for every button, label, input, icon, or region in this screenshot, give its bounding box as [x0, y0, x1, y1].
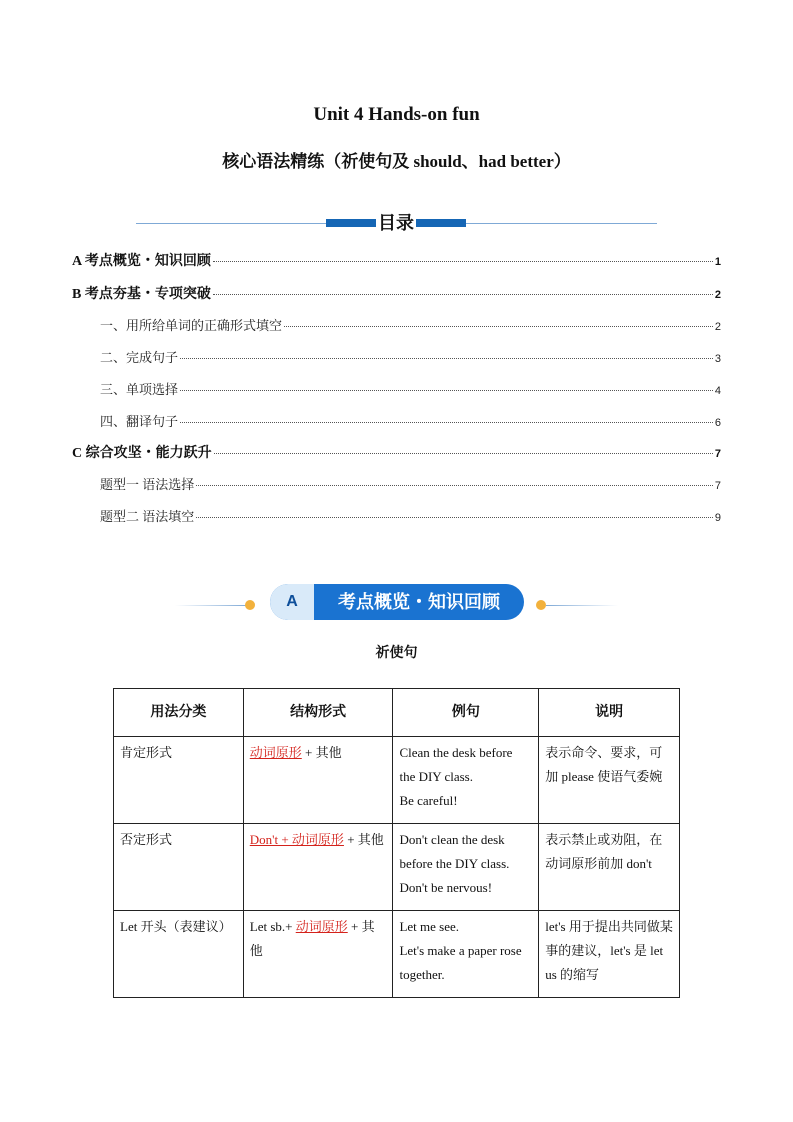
toc-page-number: 6 [714, 417, 721, 429]
toc-leader [284, 326, 713, 327]
banner-dot-left [245, 600, 255, 610]
banner-letter: A [270, 584, 314, 620]
category-cell: 肯定形式 [114, 737, 244, 824]
table-header-cell: 例句 [393, 689, 539, 737]
toc-entry-label: 题型二 语法填空 [100, 509, 195, 524]
toc-leader [180, 390, 713, 391]
example-cell [393, 737, 539, 824]
section-banner [270, 584, 524, 620]
toc-page-number: 3 [714, 353, 721, 365]
document-subtitle: 核心语法精练（祈使句及 should、had better） [222, 152, 571, 171]
toc-page-number: 1 [714, 256, 721, 268]
example-cell [393, 911, 539, 998]
grammar-table [113, 688, 680, 998]
toc-entry-label: C 综合攻坚・能力跃升 [72, 446, 212, 461]
example-line: together. [399, 967, 445, 982]
table-header-cell: 说明 [539, 689, 680, 737]
example-line: Let me see. [399, 919, 460, 934]
table-header-row [114, 689, 680, 737]
category-cell: Let 开头（表建议） [114, 911, 244, 998]
note-cell: 表示命令、要求，可加 please 使语气委婉 [539, 737, 680, 824]
table-row [114, 824, 680, 911]
table-row [114, 737, 680, 824]
structure-rest: + 其他 [249, 919, 375, 958]
toc-divider-left [136, 223, 332, 224]
toc-entry-label: 三、单项选择 [100, 382, 179, 397]
toc-page-number: 7 [714, 480, 721, 492]
toc-page-number: 2 [714, 321, 721, 333]
toc-entry[interactable] [72, 283, 721, 303]
example-line: Don't be nervous! [399, 880, 493, 895]
toc-page-number: 9 [714, 512, 721, 524]
structure-prefix: Let sb.+ [249, 919, 296, 934]
toc-entry-label: 二、完成句子 [100, 350, 179, 365]
section-title: 祈使句 [375, 646, 418, 661]
toc-heading: 目录 [378, 213, 414, 233]
structure-highlight: Don't + 动词原形 [249, 832, 344, 847]
toc-leader [214, 453, 713, 454]
structure-cell [243, 737, 393, 824]
toc-entry[interactable] [100, 506, 721, 525]
toc-entry[interactable] [100, 379, 721, 398]
toc-leader [213, 294, 713, 295]
example-line: Let's make a paper rose [399, 943, 522, 958]
banner-dot-right [536, 600, 546, 610]
toc-entry-label: 四、翻译句子 [100, 414, 179, 429]
document-title: Unit 4 Hands-on fun [313, 104, 480, 125]
example-line: Clean the desk before [399, 745, 513, 760]
toc-entry-label: 一、用所给单词的正确形式填空 [100, 318, 283, 333]
toc-leader [196, 485, 713, 486]
toc-entry[interactable] [72, 442, 721, 462]
structure-cell [243, 824, 393, 911]
toc-page-number: 4 [714, 385, 721, 397]
example-line: Don't clean the desk [399, 832, 505, 847]
banner-title: 考点概览・知识回顾 [338, 592, 500, 612]
toc-entry-label: B 考点夯基・专项突破 [72, 287, 211, 302]
table-row [114, 911, 680, 998]
example-line: Be careful! [399, 793, 458, 808]
toc-entry-label: 题型一 语法选择 [100, 477, 195, 492]
toc-page-number: 7 [714, 448, 721, 460]
toc-leader [180, 358, 713, 359]
example-cell [393, 824, 539, 911]
structure-highlight: 动词原形 [295, 919, 348, 934]
example-line: before the DIY class. [399, 856, 510, 871]
toc-entry[interactable] [72, 250, 721, 270]
toc-divider-right [461, 223, 657, 224]
toc-page-number: 2 [714, 289, 721, 301]
toc-entry[interactable] [100, 347, 721, 366]
banner-line-left [175, 605, 247, 606]
toc-entry[interactable] [100, 315, 721, 334]
table-header-cell: 用法分类 [114, 689, 244, 737]
toc-entry-label: A 考点概览・知识回顾 [72, 254, 211, 269]
toc-leader [180, 422, 713, 423]
category-cell: 否定形式 [114, 824, 244, 911]
example-line: the DIY class. [399, 769, 473, 784]
toc-leader [196, 517, 713, 518]
table-header-cell: 结构形式 [243, 689, 393, 737]
toc-leader [213, 261, 713, 262]
structure-cell [243, 911, 393, 998]
structure-rest: + 其他 [301, 745, 342, 760]
toc-entry[interactable] [100, 474, 721, 493]
structure-highlight: 动词原形 [249, 745, 302, 760]
note-cell: 表示禁止或劝阻，在动词原形前加 don't [539, 824, 680, 911]
banner-line-right [546, 605, 618, 606]
note-cell: let's 用于提出共同做某事的建议，let's 是 let us 的缩写 [539, 911, 680, 998]
structure-rest: + 其他 [343, 832, 384, 847]
toc-entry[interactable] [100, 411, 721, 430]
